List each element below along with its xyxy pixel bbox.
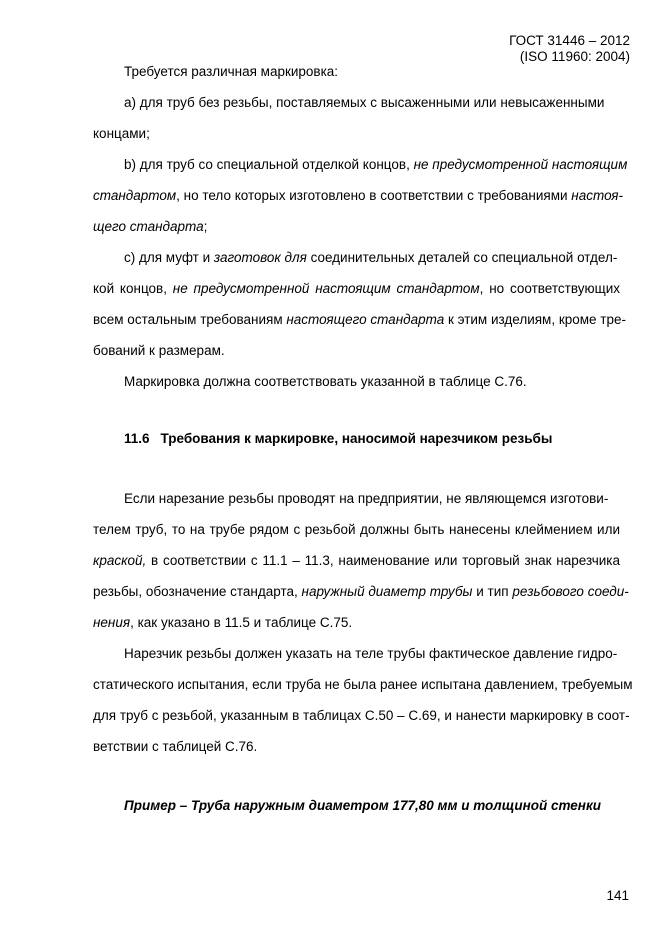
para1-line-1: Если нарезание резьбы проводят на предприятии, не являющемся изготови- [124,491,609,506]
text-run: всем остальным требованиям [93,312,287,327]
marking-conclusion: Маркировка должна соответствовать указанной в таблице С.76. [124,374,527,389]
italic-run: не предусмотренной настоящим стандартом [172,281,480,296]
italic-run: заготовок для [213,250,307,265]
italic-run: стандартом [93,188,177,203]
italic-run: настоящего стандарта [286,312,445,327]
text-run: b) для труб со специальной отделкой концов, [124,157,414,172]
italic-run: резьбового соеди- [512,584,629,599]
section-title: Требования к маркировке, наносимой нарезчиком резьбы [160,431,553,446]
para2-line-1: Нарезчик резьбы должен указать на теле трубы фактическое давление гидро- [124,646,618,661]
para1-line-4 [93,584,629,599]
item-c-line-3 [93,312,626,327]
item-c-line-4: бований к размерам. [93,343,225,358]
italic-run: не предусмотренной настоящим [413,157,628,172]
item-a-line-1: a) для труб без резьбы, поставляемых с высаженными или невысаженными [124,95,605,110]
para2-line-2: статического испытания, если труба не была ранее испытана давлением, требуемым [93,677,633,692]
text-run: , как указано в 11.5 и таблице С.75. [130,615,353,630]
italic-run: краской, [93,553,147,568]
para2-line-4: ветствии с таблицей С.76. [93,739,258,754]
item-b-line-3 [93,219,207,234]
text-run: резьбы, обозначение стандарта, [93,584,302,599]
text-run: соединительных деталей со специальной отдел- [306,250,618,265]
italic-run: щего стандарта [93,219,204,234]
text-run: в соответствии с 11.1 – 11.3, наименование или торговый знак нарезчика [146,553,620,568]
para1-line-3 [93,553,620,568]
text-run: , но соответствующих [479,281,620,296]
page-number: 141 [606,888,629,903]
italic-run: наружный диаметр трубы [301,584,473,599]
text-run: , но тело которых изготовлено в соответствии с требованиями [176,188,572,203]
para1-line-5 [93,615,352,630]
standard-designation: ГОСТ 31446 – 2012 [509,33,630,48]
text-run: кой концов, [93,281,173,296]
para1-line-2: телем труб, то на трубе рядом с резьбой должны быть нанесены клеймением или [93,522,620,537]
italic-run: настоя- [571,188,623,203]
italic-run: нения [93,615,131,630]
item-c-line-2 [93,281,620,296]
section-number: 11.6 [124,431,150,446]
text-run: c) для муфт и [124,250,214,265]
item-c-line-1 [124,250,617,265]
para2-line-3: для труб с резьбой, указанным в таблицах С.50 – С.69, и нанести маркировку в соот- [93,708,630,723]
iso-designation: (ISO 11960: 2004) [519,49,630,64]
item-b-line-1 [124,157,627,172]
text-run: и тип [472,584,513,599]
text-run: к этим изделиям, кроме тре- [444,312,626,327]
item-a-line-2: концами; [93,126,150,141]
section-heading [124,431,552,446]
marking-intro: Требуется различная маркировка: [124,64,339,79]
example-line: Пример – Труба наружным диаметром 177,80 мм и толщиной стенки [124,798,602,813]
text-run: ; [203,219,208,234]
item-b-line-2 [93,188,623,203]
